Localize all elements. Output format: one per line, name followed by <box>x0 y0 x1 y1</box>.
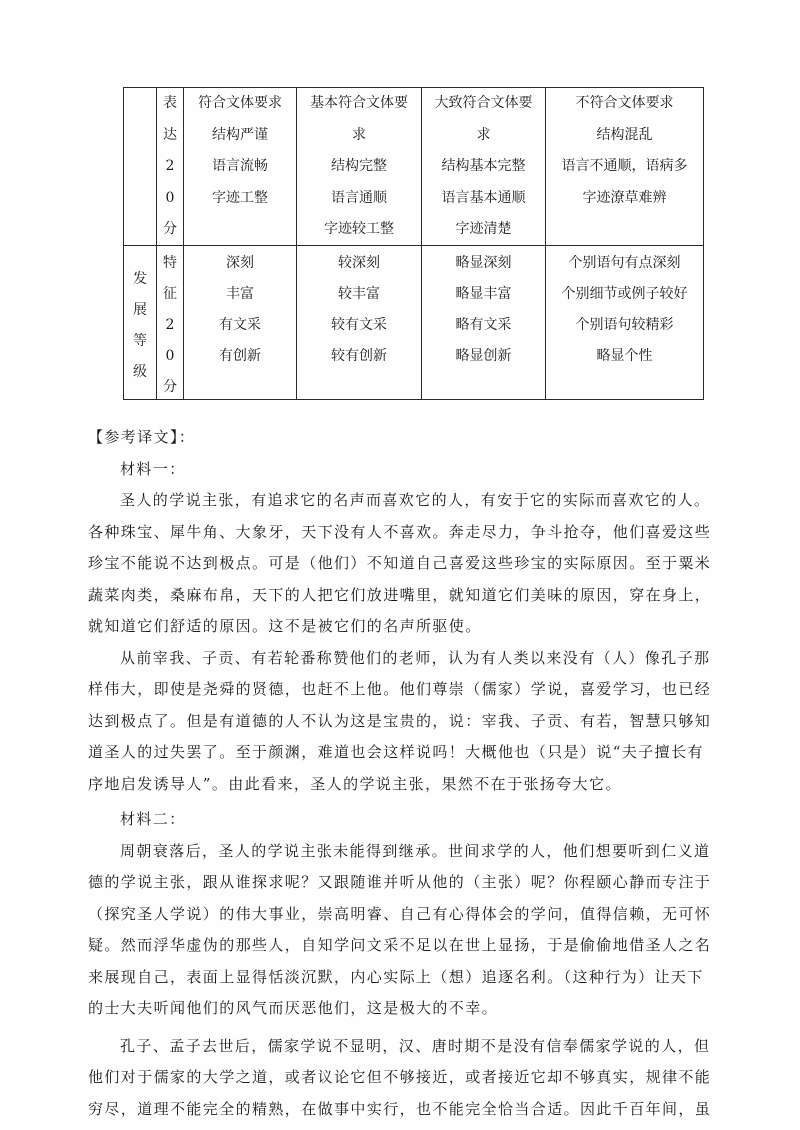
cell-line: 个别语句较精彩 <box>575 317 674 333</box>
cell-line: 有文采 <box>219 317 261 333</box>
level-cell-4 <box>546 88 704 246</box>
cell-line: 语言流畅 <box>212 158 268 174</box>
criterion-cell-features <box>157 246 184 400</box>
cell-line: 结构基本完整 <box>441 158 526 174</box>
cell-line: 大致符合文体要 <box>434 95 533 111</box>
cell-line: 基本符合文体要 <box>310 95 408 111</box>
text-line: 样伟大，即使是尧舜的贤德，也赶不上他。他们尊崇（儒家）学说，喜爱学习，也已经 <box>88 680 712 699</box>
text-line: 的士大夫听闻他们的风气而厌恶他们，这是极大的不幸。 <box>88 999 499 1018</box>
category-label: 发展等级 <box>133 271 147 380</box>
text-line: 周朝衰落后，圣人的学说主张未能得到继承。世间求学的人，他们想要听到仁义道 <box>120 841 711 860</box>
cell-line: 较丰富 <box>338 286 380 302</box>
text-line: 疑。然而浮华虚伪的那些人，自知学问文采不足以在世上显扬，于是偷偷地借圣人之名 <box>88 936 712 955</box>
level-cell-3 <box>422 88 546 246</box>
text-line: 序地启发诱导人”。由此看来，圣人的学说主张，果然不在于张扬夸大它。 <box>88 774 622 793</box>
cell-line: 语言不通顺，语病多 <box>561 158 688 174</box>
level-cell-3 <box>422 246 546 400</box>
cell-line: 字迹较工整 <box>324 221 394 237</box>
level-cell-1 <box>184 246 297 400</box>
text-line: 各种珠宝、犀牛角、大象牙，天下没有人不喜欢。奔走尽力，争斗抢夺，他们喜爱这些 <box>88 522 712 541</box>
cell-line: 语言基本通顺 <box>441 189 526 206</box>
text-line: 达到极点了。但是有道德的人不认为这是宝贵的，说：宰我、子贡、有若，智慧只够知 <box>88 711 712 730</box>
cell-line: 较有创新 <box>331 348 387 364</box>
cell-line: 语言通顺 <box>331 189 387 206</box>
cell-line: 深刻 <box>226 255 254 271</box>
cell-line: 符合文体要求 <box>198 95 282 111</box>
cell-line: 字迹清楚 <box>455 221 512 237</box>
cell-line: 略显丰富 <box>455 286 512 302</box>
cell-line: 结构完整 <box>331 158 387 174</box>
criterion-label: 表达20分 <box>163 95 177 237</box>
paragraph <box>88 643 728 801</box>
text-line: 就知道它们舒适的原因。这不是被它们的名声所驱使。 <box>88 617 482 636</box>
reference-translation <box>88 422 728 1125</box>
category-cell-development <box>124 246 157 400</box>
translation-heading: 【参考译文】： <box>88 428 196 447</box>
criterion-cell-expression <box>157 88 184 246</box>
paragraph <box>88 1031 728 1126</box>
cell-line: 个别细节或例子较好 <box>561 286 688 302</box>
text-line: 道圣人的过失罢了。至于颜渊，难道也会这样说吗！大概他也（只是）说“夫子擅长有 <box>88 743 704 762</box>
cell-line: 求 <box>352 126 366 143</box>
text-line: 圣人的学说主张，有追求它的名声而喜欢它的人，有安于它的实际而喜欢它的人。 <box>120 491 711 510</box>
cell-line: 有创新 <box>219 348 261 364</box>
cell-line: 不符合文体要求 <box>575 95 674 111</box>
material-label: 材料一： <box>120 459 186 478</box>
cell-line: 求 <box>476 126 491 143</box>
material-label: 材料二： <box>120 810 186 829</box>
text-line: 从前宰我、子贡、有若轮番称赞他们的老师，认为有人类以来没有（人）像孔子那 <box>120 648 711 667</box>
paragraph <box>88 485 728 643</box>
cell-line: 字迹潦草难辨 <box>582 189 667 206</box>
text-line: 他们对于儒家的大学之道，或者议论它但不够接近，或者接近它却不够真实，规律不能 <box>88 1068 712 1087</box>
text-line: 德的学说主张，跟从谁探求呢？又跟随谁并听从他的（主张）呢？你程颐心静而专注于 <box>88 873 712 892</box>
text-line: 穷尽，道理不能完全的精熟，在做事中实行，也不能完全恰当合适。因此千百年间，虽 <box>88 1099 712 1118</box>
paragraph <box>88 836 728 1025</box>
cell-line: 结构混乱 <box>596 126 653 143</box>
cell-line: 结构严谨 <box>212 126 268 143</box>
level-cell-2 <box>297 88 422 246</box>
text-line: 珍宝不能说不达到极点。可是（他们）不知道自己喜爱这些珍宝的实际原因。至于粟米 <box>88 554 712 573</box>
cell-line: 个别语句有点深刻 <box>568 255 681 271</box>
text-line: 来展现自己，表面上显得恬淡沉默，内心实际上（想）追逐名利。（这种行为）让天下 <box>88 967 704 986</box>
cell-line: 略显创新 <box>455 348 512 364</box>
text-line: 蔬菜肉类，桑麻布帛，天下的人把它们放进嘴里，就知道它们美味的原因，穿在身上， <box>88 585 712 604</box>
cell-line: 略显个性 <box>596 348 653 364</box>
cell-line: 丰富 <box>226 286 254 302</box>
text-line: 孔子、孟子去世后，儒家学说不显明，汉、唐时期不是没有信奉儒家学说的人，但 <box>120 1036 711 1055</box>
cell-line: 字迹工整 <box>212 189 268 206</box>
scoring-table <box>123 87 704 400</box>
cell-line: 略有文采 <box>455 317 512 333</box>
text-line: （探究圣人学说）的伟大事业，崇高明睿、自己有心得体会的学问，值得信赖，无可怀 <box>88 904 712 923</box>
category-cell-empty <box>124 88 157 246</box>
level-cell-1 <box>184 88 297 246</box>
cell-line: 较深刻 <box>338 255 380 271</box>
criterion-label: 特征20分 <box>163 255 177 395</box>
level-cell-2 <box>297 246 422 400</box>
cell-line: 略显深刻 <box>455 255 512 271</box>
level-cell-4 <box>546 246 704 400</box>
cell-line: 较有文采 <box>331 317 387 333</box>
